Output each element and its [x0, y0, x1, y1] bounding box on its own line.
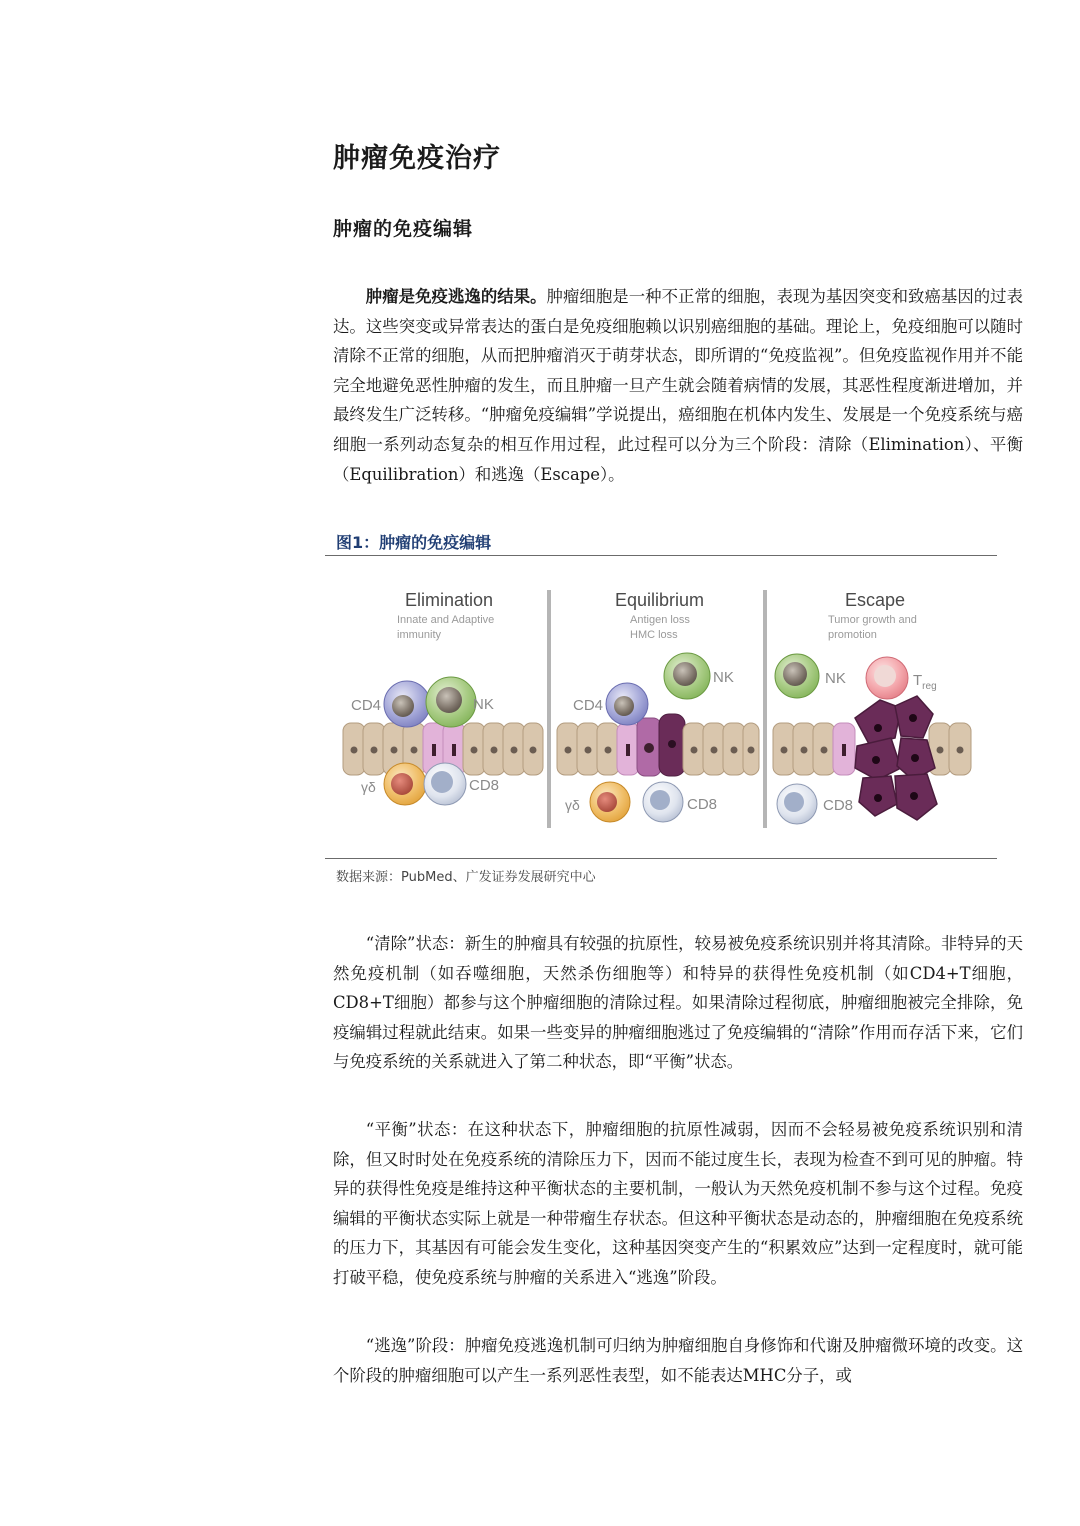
paragraph-intro-text: 肿瘤细胞是一种不正常的细胞，表现为基因突变和致癌基因的过表达。这些突变或异常表达的蛋白是免疫细胞赖以识别癌细胞的基础。理论上，免疫细胞可以随时清除不正常的细胞，从而把肿瘤消灭于萌芽状态，即所谓的“免疫监视”。但免疫监视作用并不能完全地避免恶性肿瘤的发生，而且肿瘤一旦产生就会随着病情的发展，其恶性程度渐进增加，并最终发生广泛转移。“肿瘤免疫编辑”学说提出，癌细胞在机体内发生、发展是一个免疫系统与癌细胞一系列动态复杂的相互作用过程，此过程可以分为三个阶段：清除（Elimination）、平衡（Equilibration）和逃逸（Escape）。 [333, 287, 1024, 484]
panel-subtitle: Antigen loss [630, 614, 690, 626]
paragraph-escape: “逃逸”阶段：肿瘤免疫逃逸机制可归纳为肿瘤细胞自身修饰和代谢及肿瘤微环境的改变。这个阶段的肿瘤细胞可以产生一系列恶性表型，如不能表达MHC分子，或 [333, 1336, 1023, 1385]
gamma-delta-label: γδ [565, 797, 580, 813]
cd4-label: CD4 [351, 697, 382, 714]
section-heading: 肿瘤的免疫编辑 [333, 218, 474, 240]
paragraph-intro [333, 282, 1023, 489]
cd8-cell [777, 784, 817, 824]
panel-elimination [343, 590, 543, 805]
panel-escape [773, 590, 971, 824]
page-title: 肿瘤免疫治疗 [333, 143, 501, 174]
panel-subtitle: Innate and Adaptive [397, 614, 495, 626]
panel-title: Escape [845, 590, 906, 610]
paragraph-elimination: “清除”状态：新生的肿瘤具有较强的抗原性，较易被免疫系统识别并将其清除。非特异的天然免疫机制（如吞噬细胞，天然杀伤细胞等）和特异的获得性免疫机制（如CD4+T细胞，CD8+T细胞）都参与这个肿瘤细胞的清除过程。如果清除过程彻底，肿瘤细胞被完全排除，免疫编辑过程就此结束。如果一些变异的肿瘤细胞逃过了免疫编辑的“清除”作用而存活下来，它们与免疫系统的关系就进入了第二种状态，即“平衡”状态。 [333, 934, 1023, 1072]
nk-cell [664, 653, 710, 699]
panel-title: Equilibrium [615, 590, 705, 610]
nk-cell [775, 654, 819, 698]
cd4-label: CD4 [573, 697, 604, 714]
treg-cell [866, 657, 908, 699]
nk-cell [426, 677, 476, 727]
cd8-cell [643, 782, 683, 822]
nk-label: NK [473, 696, 494, 713]
figure-source: 数据来源：PubMed、广发证券发展研究中心 [336, 870, 596, 885]
panel-equilibrium [557, 590, 759, 822]
cd8-label: CD8 [469, 777, 500, 794]
cd8-label: CD8 [823, 797, 854, 814]
figure-bottom-rule [325, 858, 997, 859]
immunoediting-figure [335, 568, 995, 848]
gamma-delta-cell [590, 782, 630, 822]
panel-title: Elimination [405, 590, 494, 610]
paragraph-equilibrium: “平衡”状态：在这种状态下，肿瘤细胞的抗原性减弱，因而不会轻易被免疫系统识别和清除，但又时时处在免疫系统的清除压力下，因而不能过度生长，表现为检查不到可见的肿瘤。特异的获得性免疫是维持这种平衡状态的主要机制，一般认为天然免疫机制不参与这个过程。免疫编辑的平衡状态实际上就是一种带瘤生存状态。但这种平衡状态是动态的，肿瘤细胞在免疫系统的压力下，其基因有可能会发生变化，这种基因突变产生的“积累效应”达到一定程度时，就可能打破平稳，使免疫系统与肿瘤的关系进入“逃逸”阶段。 [333, 1120, 1023, 1287]
nk-label: NK [713, 669, 734, 686]
cd8-label: CD8 [687, 796, 718, 813]
treg-label: $T_{reg}$ [913, 672, 937, 692]
panel-divider [547, 590, 551, 828]
tumor-mass [855, 696, 937, 820]
epithelial-tissue [557, 714, 759, 776]
panel-subtitle: promotion [828, 629, 877, 641]
panel-divider [763, 590, 767, 828]
panel-subtitle: immunity [397, 629, 442, 641]
figure-caption: 图1：肿瘤的免疫编辑 [336, 533, 492, 552]
panel-subtitle: Tumor growth and [828, 614, 917, 626]
gamma-delta-cell [384, 763, 426, 805]
cd4-cell [606, 683, 648, 725]
figure-top-rule [325, 555, 997, 556]
cd4-cell [384, 681, 430, 727]
cd8-cell [424, 763, 466, 805]
paragraph-lead: 肿瘤是免疫逃逸的结果。 [365, 287, 547, 306]
panel-subtitle: HMC loss [630, 629, 678, 641]
gamma-delta-label: γδ [361, 779, 376, 795]
nk-label: NK [825, 670, 846, 687]
